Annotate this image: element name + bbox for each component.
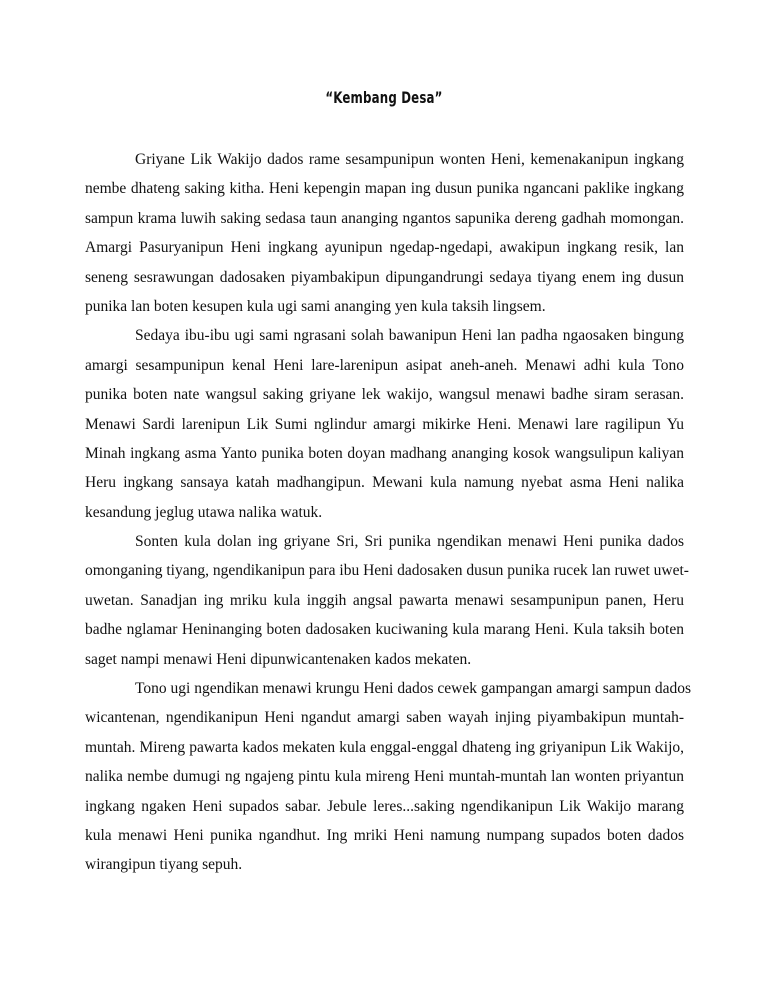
paragraph-line: sampun krama luwih saking sedasa taun ananging ngantos sapunika dereng gadhah momongan.: [85, 209, 684, 227]
paragraph-line: wicantenan, ngendikanipun Heni ngandut amargi saben wayah injing piyambakipun muntah-: [85, 709, 684, 727]
paragraph-line: Sonten kula dolan ing griyane Sri, Sri punika ngendikan menawi Heni punika dados: [135, 533, 684, 551]
paragraph-line: muntah. Mireng pawarta kados mekaten kula enggal-enggal dhateng ing griyanipun Lik Wakijo,: [85, 738, 684, 756]
paragraph-line: Menawi Sardi larenipun Lik Sumi nglindur amargi mikirke Heni. Menawi lare ragilipun Yu: [85, 415, 684, 433]
paragraph-line: wirangipun tiyang sepuh.: [85, 856, 243, 874]
paragraph-line: punika lan boten kesupen kula ugi sami ananging yen kula taksih lingsem.: [85, 297, 546, 315]
paragraph-line: Sedaya ibu-ibu ugi sami ngrasani solah bawanipun Heni lan padha ngaosaken bingung: [135, 327, 684, 345]
paragraph-line: kesandung jeglug utawa nalika watuk.: [85, 503, 323, 521]
paragraph-line: uwetan. Sanadjan ing mriku kula inggih angsal pawarta menawi sesampunipun panen, Heru: [85, 591, 684, 609]
document-body: [85, 148, 692, 883]
paragraph-line: Amargi Pasuryanipun Heni ingkang ayunipun ngedap-ngedapi, awakipun ingkang resik, lan: [85, 239, 684, 257]
paragraph-line: Tono ugi ngendikan menawi krungu Heni dados cewek gampangan amargi sampun dados: [135, 680, 692, 698]
paragraph-line: Heru ingkang sansaya katah madhangipun. Mewani kula namung nyebat asma Heni nalika: [85, 474, 684, 492]
paragraph-line: amargi sesampunipun kenal Heni lare-larenipun asipat aneh-aneh. Menawi adhi kula Tono: [85, 356, 684, 374]
paragraph-line: Minah ingkang asma Yanto punika boten doyan madhang ananging kosok wangsulipun kaliyan: [85, 444, 684, 462]
document-title: “Kembang Desa”: [325, 88, 443, 107]
paragraph-line: seneng sesrawungan dadosaken piyambakipun dipungandrungi sedaya tiyang enem ing dusun: [85, 268, 684, 286]
paragraph-line: nembe dhateng saking kitha. Heni kepengin mapan ing dusun punika ngancani paklike ingkang: [85, 180, 684, 198]
paragraph-line: punika boten nate wangsul saking griyane lek wakijo, wangsul menawi badhe siram serasan.: [85, 386, 684, 404]
paragraph-line: saget nampi menawi Heni dipunwicantenaken kados mekaten.: [85, 650, 472, 668]
paragraph-line: omonganing tiyang, ngendikanipun para ibu Heni dadosaken dusun punika rucek lan ruwet uwet-: [85, 562, 689, 580]
paragraph-line: Griyane Lik Wakijo dados rame sesampunipun wonten Heni, kemenakanipun ingkang: [135, 151, 684, 168]
paragraph-line: ingkang ngaken Heni supados sabar. Jebule leres...saking ngendikanipun Lik Wakijo marang: [85, 797, 684, 815]
paragraph-line: kula menawi Heni punika ngandhut. Ing mriki Heni namung numpang supados boten dados: [85, 826, 684, 844]
paragraph-line: badhe nglamar Heninanging boten dadosaken kuciwaning kula marang Heni. Kula taksih boten: [85, 621, 684, 639]
paragraph-line: nalika nembe dumugi ng ngajeng pintu kula mireng Heni muntah-muntah lan wonten priyantun: [85, 768, 684, 786]
